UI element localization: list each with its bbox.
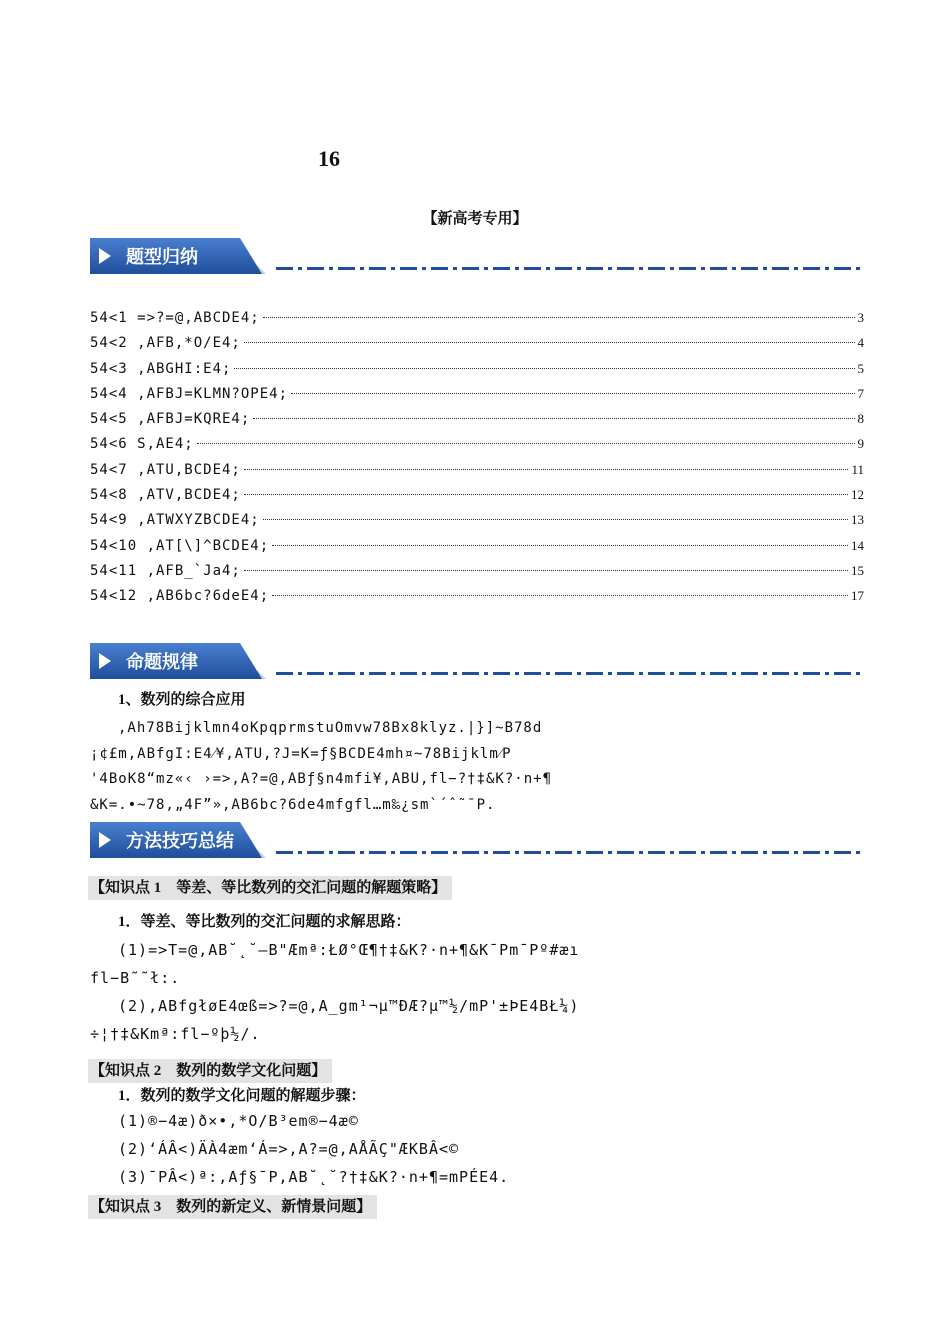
toc-entry[interactable]	[90, 512, 864, 537]
toc-page: 12	[851, 487, 864, 503]
toc-entry[interactable]	[90, 436, 864, 461]
toc-entry[interactable]	[90, 310, 864, 335]
toc-page: 17	[851, 588, 864, 604]
play-arrow-icon	[99, 653, 111, 669]
section-paragraph	[90, 716, 864, 818]
section-banner-proposition-patterns	[90, 643, 870, 679]
toc-entry[interactable]	[90, 361, 864, 386]
toc-page: 8	[857, 411, 864, 427]
toc-label: 54<4 ,AFBJ=KLMN?OPE4;	[90, 385, 289, 402]
document-subtitle: 【新高考专用】	[422, 211, 528, 227]
knowledge-line: fl−B˜˜ł:.	[90, 969, 181, 987]
paragraph-line: ,Ah78Bijklmn4oKpqprmstuOmvw78Bx8klyz.|}]~B78d	[118, 720, 543, 736]
toc-page: 15	[851, 562, 864, 578]
toc-entry[interactable]	[90, 386, 864, 411]
play-arrow-icon	[99, 832, 111, 848]
toc-label: 54<6 S,AE4;	[90, 436, 194, 453]
toc-label: 54<9 ,ATWXYZBCDE4;	[90, 512, 260, 529]
toc-page: 11	[851, 461, 864, 477]
section-heading: 1、数列的综合应用	[118, 692, 246, 708]
section-banner-method-summary	[90, 822, 870, 858]
dashed-divider	[276, 267, 860, 270]
toc-entry[interactable]	[90, 538, 864, 563]
toc-entry[interactable]	[90, 487, 864, 512]
knowledge-line: (2),ABfgłøE4œß=>?=@,A_gm¹¬µ™ÐÆ?µ™½/mP'±ÞE4BŁ¼)	[118, 997, 580, 1015]
banner-title: 方法技巧总结	[126, 831, 234, 852]
toc-label: 54<10 ,AT[\]^BCDE4;	[90, 537, 270, 554]
toc-page: 3	[857, 310, 864, 325]
toc-entry[interactable]	[90, 588, 864, 613]
knowledge-line: (1)=>T=@,AB˘˛˘—B"Æmª:ŁØ°Œ¶†‡&K?·n+¶&K¯Pm¯Pº#æı	[118, 941, 580, 959]
section-banner-question-types	[90, 238, 870, 274]
paragraph-line: '4BoK8“mz«‹ ›=>,A?=@,ABƒ§n4mfi¥,ABU,fl−?†‡&K?·n+¶	[90, 771, 553, 787]
knowledge-item: 1．等差、等比数列的交汇问题的求解思路：	[118, 914, 411, 930]
toc-label: 54<1 =>?=@,ABCDE4;	[90, 310, 260, 326]
paragraph-line: ¡¢£m,ABfgI:E4⁄¥,ATU,?J=K=ƒ§BCDE4mh¤~78Bijklm⁄P	[90, 745, 512, 762]
knowledge-step: (3)¯PÂ<)ª:,Aƒ§¯P,AB˘˛˘?†‡&K?·n+¶=mPÉE4.	[118, 1168, 510, 1186]
knowledge-item: 1．数列的数学文化问题的解题步骤：	[118, 1088, 366, 1104]
banner-title: 题型归纳	[126, 247, 198, 268]
toc-entry[interactable]	[90, 411, 864, 436]
dashed-divider	[276, 672, 860, 675]
knowledge-line: ÷¦†‡&Kmª:fl−ºþ½/.	[90, 1025, 261, 1043]
paragraph-line: &K=.•~78,„4F”»,AB6bc?6de4mfgfl…m‰¿sm`´ˆ˜¯P.	[90, 796, 496, 813]
toc-entry[interactable]	[90, 462, 864, 487]
document-title-number: 16	[318, 146, 340, 171]
toc-page: 4	[857, 335, 864, 351]
toc-page: 13	[851, 512, 864, 528]
toc-page: 7	[857, 385, 864, 401]
toc-label: 54<7 ,ATU,BCDE4;	[90, 461, 241, 478]
play-arrow-icon	[99, 248, 111, 264]
knowledge-point-heading: 【知识点 2 数列的数学文化问题】	[88, 1059, 332, 1083]
toc-page: 9	[857, 436, 864, 452]
toc-label: 54<2 ,AFB,*O/E4;	[90, 335, 241, 352]
toc-label: 54<3 ,ABGHI:E4;	[90, 360, 232, 377]
table-of-contents	[90, 310, 864, 614]
toc-label: 54<11 ,AFB_`Ja4;	[90, 562, 241, 579]
toc-page: 5	[857, 360, 864, 376]
banner-title: 命题规律	[126, 652, 198, 673]
knowledge-step: (1)®−4æ)ð×•,*O/B³em®−4æ©	[118, 1112, 359, 1130]
knowledge-step: (2)‘ÁÂ<)ÄÀ4æm‘Á=>,A?=@,AÅÃÇ"ÆKBÂ<©	[118, 1140, 460, 1158]
toc-entry[interactable]	[90, 335, 864, 360]
knowledge-point-heading: 【知识点 3 数列的新定义、新情景问题】	[88, 1195, 377, 1219]
dashed-divider	[276, 851, 860, 854]
toc-label: 54<12 ,AB6bc?6deE4;	[90, 588, 270, 605]
toc-entry[interactable]	[90, 563, 864, 588]
knowledge-point-heading: 【知识点 1 等差、等比数列的交汇问题的解题策略】	[88, 876, 452, 900]
toc-page: 14	[851, 537, 864, 553]
toc-label: 54<8 ,ATV,BCDE4;	[90, 487, 241, 504]
toc-label: 54<5 ,AFBJ=KQRE4;	[90, 411, 251, 428]
